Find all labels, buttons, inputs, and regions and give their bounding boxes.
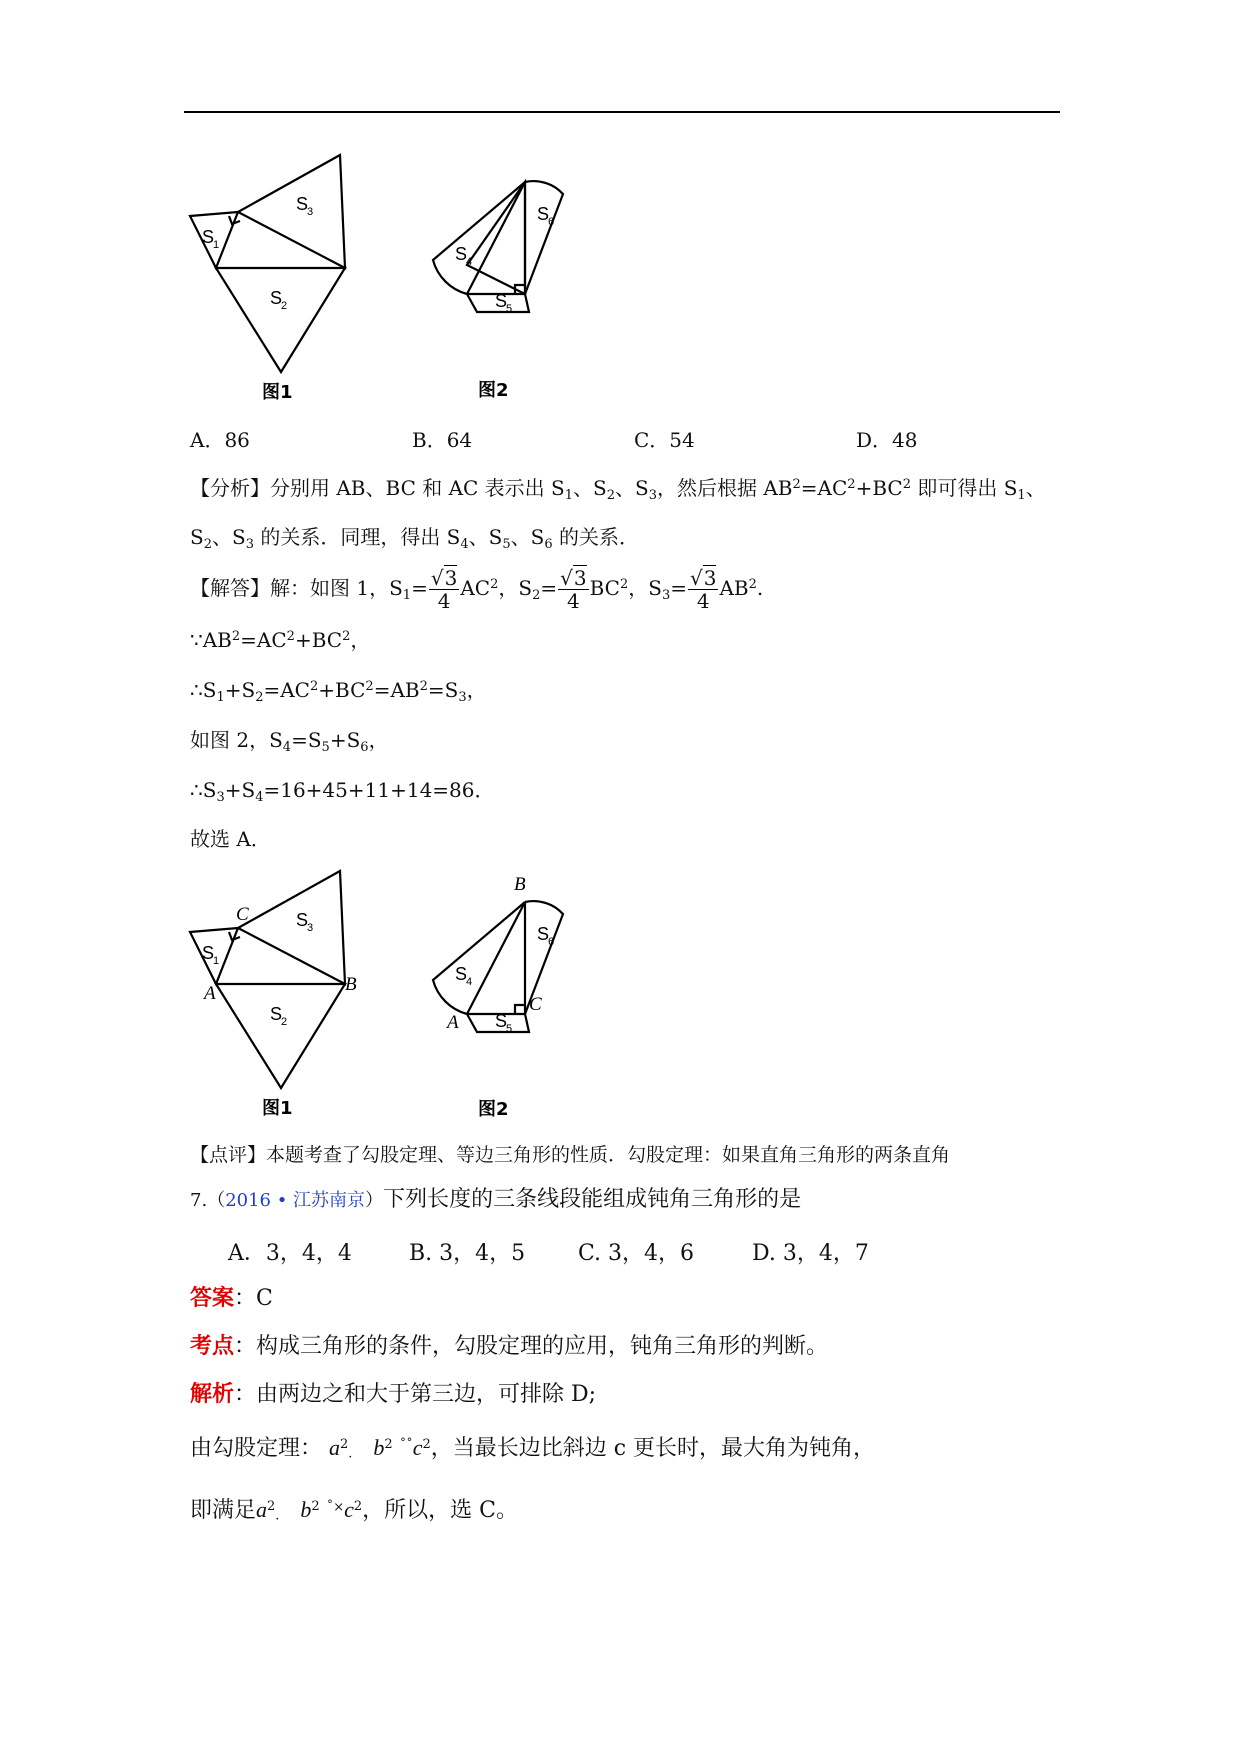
solution-line-5: $\therefore S_3+S_4=16+45+11+14=86$． — [190, 778, 495, 805]
vertex-c-2: C — [529, 994, 542, 1015]
svg-text:1: 1 — [213, 955, 220, 967]
svg-text:4: 4 — [466, 976, 473, 988]
caption-fig2: 图2 — [478, 380, 509, 401]
label-s4-sub: 4 — [466, 256, 473, 268]
option-a: A．86 — [190, 428, 250, 452]
label-s1-sub: 1 — [213, 239, 220, 251]
svg-text:S: S — [270, 1004, 283, 1024]
q7-option-c: C. 3，4，6 — [578, 1241, 695, 1266]
svg-text:S: S — [296, 910, 309, 930]
option-b: B．64 — [412, 428, 473, 452]
vertex-c: C — [236, 904, 249, 925]
figure-1-bottom — [188, 868, 357, 1119]
caption-fig1-bottom: 图1 — [262, 1098, 293, 1119]
q7-point: 考点：构成三角形的条件，勾股定理的应用，钝角三角形的判断。 — [190, 1333, 829, 1359]
label-s1: S — [202, 227, 215, 247]
caption-fig1: 图1 — [262, 382, 293, 403]
vertex-a: A — [204, 983, 216, 1004]
svg-text:6: 6 — [548, 936, 555, 948]
svg-text:S: S — [455, 964, 468, 984]
label-s3: S — [296, 194, 309, 214]
q7-parse: 解析：由两边之和大于第三边，可排除 D; — [190, 1381, 597, 1407]
analysis-line-2: $S_2$、$S_3$ 的关系．同理，得出 $S_4$、$S_5$、$S_6$ 的关系． — [190, 525, 639, 552]
q7-option-b: B. 3，4，5 — [409, 1241, 526, 1266]
label-s3-sub: 3 — [307, 206, 314, 218]
q7-parse-line-2: 即满足$a^2_\cdot$ $b^2$ $^{˚\times}c^2$，所以，选 C。 — [190, 1497, 518, 1527]
solution-line-6: 故选 A． — [190, 827, 271, 851]
figure-2-bottom — [425, 868, 585, 1118]
solution-line-1: 【解答】解：如图 1，$S_1=$ $\frac{√3}{4}$ $AC^2$，$S_2=$ $\frac{√3}{4}$ $BC^2$，$S_3=$ $\frac{√3}{4}$ $AB^2$. — [190, 566, 764, 613]
label-s6-sub: 6 — [548, 216, 555, 228]
solution-line-3: $\therefore S_1+S_2=AC^2+BC^2=AB^2=S_3$， — [190, 678, 487, 705]
figure-1-top — [188, 152, 348, 402]
figure-2-top — [425, 172, 575, 401]
header-rule — [184, 111, 1060, 113]
vertex-b-2: B — [514, 874, 526, 895]
q7-answer: 答案：C — [190, 1285, 273, 1311]
comment-line: 【点评】本题考查了勾股定理、等边三角形的性质．勾股定理：如果直角三角形的两条直角 — [190, 1144, 951, 1166]
svg-text:5: 5 — [506, 1023, 513, 1035]
label-s2-sub: 2 — [281, 300, 288, 312]
caption-fig2-bottom: 图2 — [478, 1099, 509, 1120]
label-s6: S — [537, 204, 550, 224]
vertex-a-2: A — [447, 1012, 459, 1033]
svg-text:S: S — [495, 1011, 508, 1031]
svg-text:S: S — [202, 943, 215, 963]
option-d: D．48 — [856, 428, 918, 452]
svg-text:S: S — [537, 924, 550, 944]
svg-text:2: 2 — [281, 1016, 288, 1028]
q7-stem: 7.（2016 • 江苏南京）下列长度的三条线段能组成钝角三角形的是 — [190, 1187, 802, 1212]
q7-parse-line-1: 由勾股定理： $a^2_\cdot$ $b^2$ $^{˚˚}c^2$，当最长边比斜边 c 更长时，最大角为钝角， — [190, 1435, 876, 1465]
analysis-line-1: 【分析】分别用 AB、BC 和 AC 表示出 $S_1$、$S_2$、$S_3$，然后根据 $AB^2=AC^2+BC^2$ 即可得出 $S_1$、 — [190, 476, 1046, 503]
label-s5: S — [495, 291, 508, 311]
label-s5-sub: 5 — [506, 303, 513, 315]
q7-option-a: A．3，4，4 — [228, 1241, 352, 1266]
vertex-b: B — [345, 974, 357, 995]
solution-line-4: 如图 2，$S_4=S_5+S_6$， — [190, 728, 389, 755]
label-s4: S — [455, 244, 468, 264]
solution-line-2: $\because AB^2=AC^2+BC^2$， — [190, 628, 371, 652]
option-c: C．54 — [634, 428, 695, 452]
svg-text:3: 3 — [307, 922, 314, 934]
q7-option-d: D. 3，4，7 — [752, 1241, 869, 1266]
label-s2: S — [270, 288, 283, 308]
